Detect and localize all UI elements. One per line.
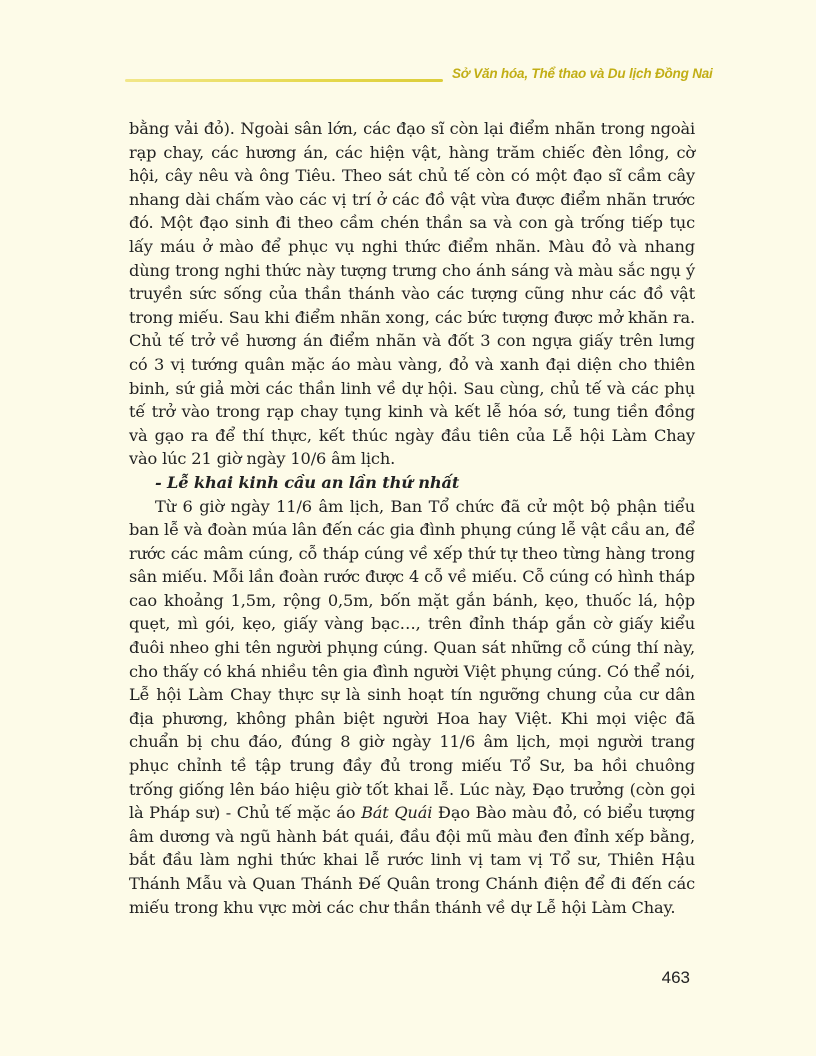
page-body	[129, 117, 695, 919]
section-heading: - Lễ khai kinh cầu an lần thứ nhất	[155, 472, 460, 492]
paragraph-text: Từ 6 giờ ngày 11/6 âm lịch, Ban Tổ chức đã cử một bộ phận tiểu ban lễ và đoàn múa lân đến các gia đình phụng cúng lễ vật cầu an, để rước các mâm cúng, cỗ tháp cúng về xếp thứ tự theo từng hàng trong sân miếu. Mỗi lần đoàn rước được 4 cỗ về miếu. Cỗ cúng có hình tháp cao khoảng 1,5m, rộng 0,5m, bốn mặt gắn bánh, kẹo, thuốc lá, hộp quẹt, mì gói, kẹo, giấy vàng bạc…, trên đỉnh tháp gắn cờ giấy kiểu đuôi nheo ghi tên người phụng cúng. Quan sát những cỗ cúng thí này, cho thấy có khá nhiều tên gia đình người Việt phụng cúng. Có thể nói, Lễ hội Làm Chay thực sự là sinh hoạt tín ngưỡng chung của cư dân địa phương, không phân biệt người Hoa hay Việt. Khi mọi việc đã chuẩn bị chu đáo, đúng 8 giờ ngày 11/6 âm lịch, mọi người trang phục chỉnh tề tập trung đầy đủ trong miếu Tổ Sư, ba hồi chuông trống giống lên báo hiệu giờ tốt khai lễ. Lúc này, Đạo trưởng (còn gọi là Pháp sư) - Chủ tế mặc áo	[129, 496, 695, 823]
header-rule	[125, 79, 443, 82]
page-number: 463	[661, 968, 690, 987]
header-title: Sở Văn hóa, Thể thao và Du lịch Đồng Nai	[452, 66, 713, 81]
body-paragraph	[129, 495, 695, 920]
paragraph-text: Đạo Bào màu đỏ, có biểu tượng âm dương và ngũ hành bát quái, đầu đội mũ màu đen đỉnh xếp bằng, bắt đầu làm nghi thức khai lễ rước linh vị tam vị Tổ sư, Thiên Hậu Thánh Mẫu và Quan Thánh Đế Quân trong Chánh điện để đi đến các miếu trong khu vực mời các chư thần thánh về dự Lễ hội Làm Chay.	[129, 803, 695, 917]
italic-term: Bát Quái	[361, 803, 433, 823]
body-paragraph: bằng vải đỏ). Ngoài sân lớn, các đạo sĩ còn lại điểm nhãn trong ngoài rạp chay, các hương án, các hiện vật, hàng trăm chiếc đèn lồng, cờ hội, cây nêu và ông Tiêu. Theo sát chủ tế còn có một đạo sĩ cầm cây nhang dài chấm vào các vị trí ở các đồ vật vừa được điểm nhãn trước đó. Một đạo sinh đi theo cầm chén thần sa và con gà trống tiếp tục lấy máu ở mào để phục vụ nghi thức điểm nhãn. Màu đỏ và nhang dùng trong nghi thức này tượng trưng cho ánh sáng và màu sắc ngụ ý truyền sức sống của thần thánh vào các tượng cũng như các đồ vật trong miếu. Sau khi điểm nhãn xong, các bức tượng được mở khăn ra. Chủ tế trở về hương án điểm nhãn và đốt 3 con ngựa giấy trên lưng có 3 vị tướng quân mặc áo màu vàng, đỏ và xanh đại diện cho thiên binh, sứ giả mời các thần linh về dự hội. Sau cùng, chủ tế và các phụ tế trở vào trong rạp chay tụng kinh và kết lễ hóa sớ, tung tiền đồng và gạo ra để thí thực, kết thúc ngày đầu tiên của Lễ hội Làm Chay vào lúc 21 giờ ngày 10/6 âm lịch.	[129, 119, 695, 469]
